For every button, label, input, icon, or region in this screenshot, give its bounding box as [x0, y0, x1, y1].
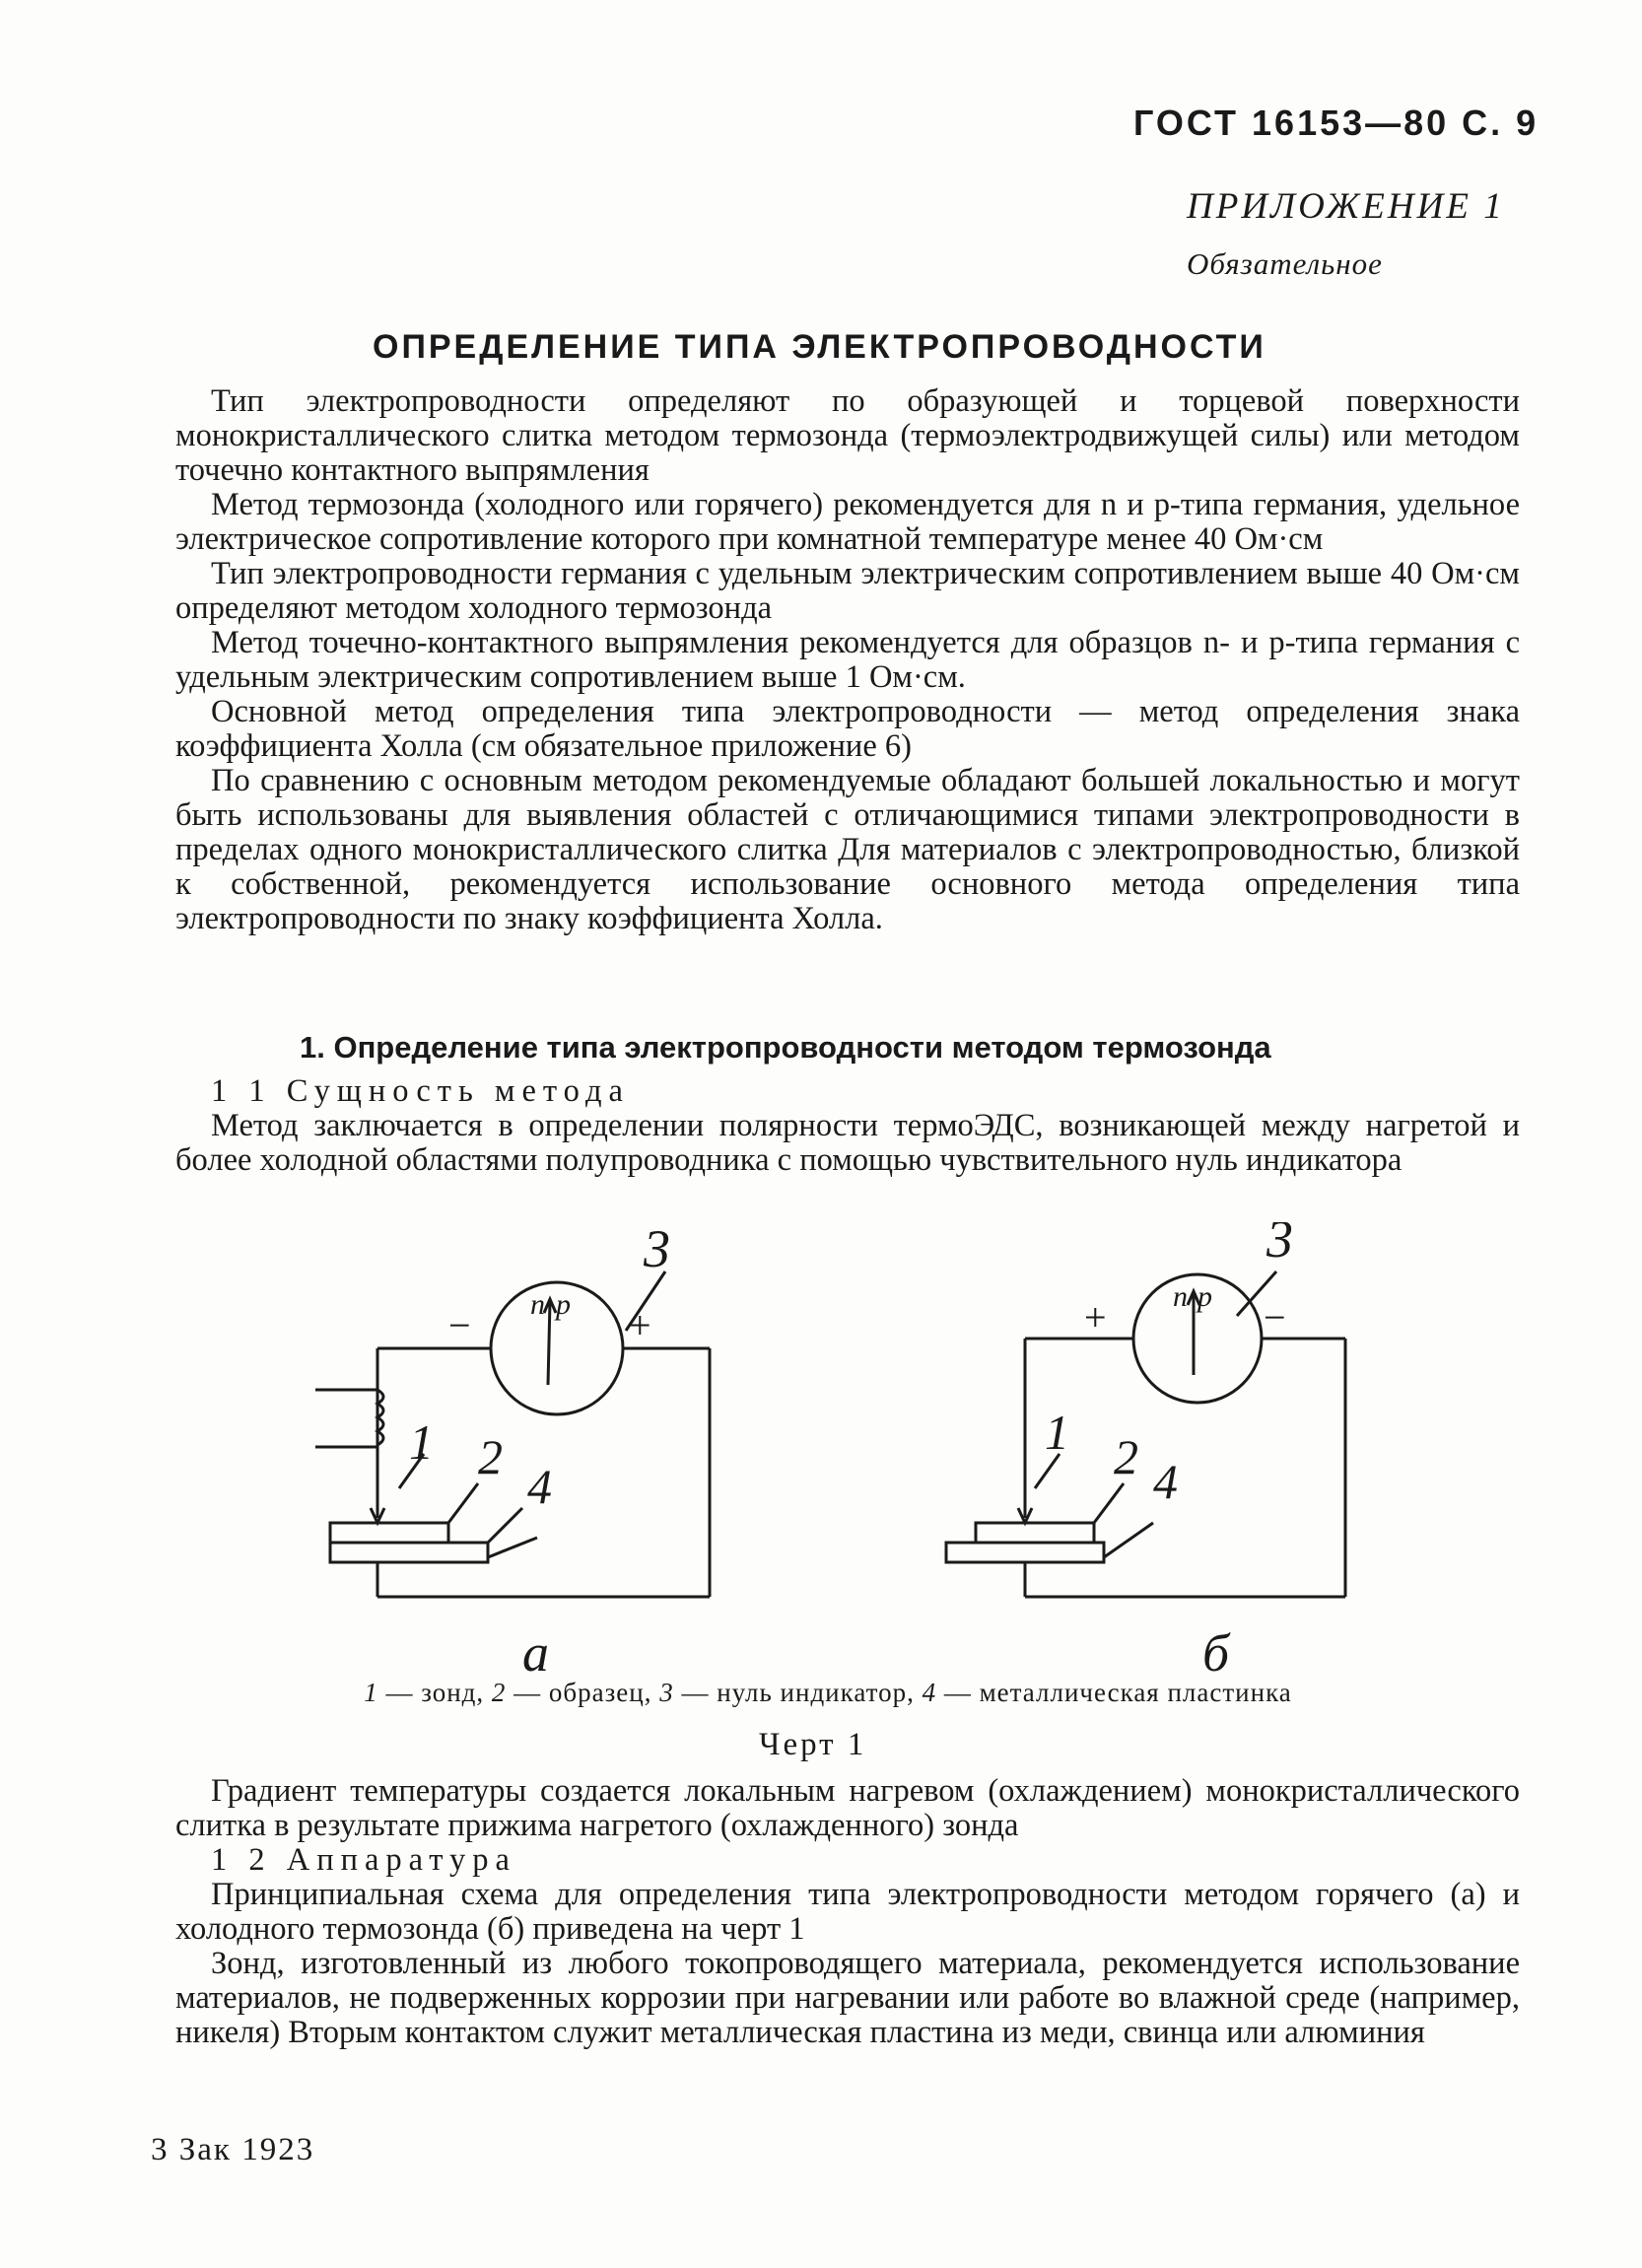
subsection-heading: 1 1 Сущность метода	[211, 1073, 630, 1109]
scheme-paragraph: Принципиальная схема для определения типа электропроводности методом горячего (а) и холодного термозонда (б) приведена на черт 1	[175, 1877, 1520, 1947]
circuit-b	[946, 1222, 1345, 1676]
after-figure-text	[175, 1774, 1520, 2050]
legend-text: — металлическая пластинка	[936, 1678, 1292, 1707]
terminal-a-plus: +	[629, 1303, 651, 1347]
probe-paragraph: Зонд, изготовленный из любого токопроводящего материала, рекомендуется использование материалов, не подверженных коррозии при нагревании или работе во влажной среде (например, никеля) Вторым контактом служит металлическая пластина из меди, свинца или алюминия	[175, 1946, 1520, 2050]
sample-a	[330, 1523, 448, 1543]
callout-b-1: 1	[1045, 1405, 1069, 1460]
subsection-heading: 1 2 Аппаратура	[211, 1842, 516, 1878]
page-footer: 3 Зак 1923	[151, 2132, 315, 2167]
legend-num: 4	[922, 1678, 937, 1707]
circuit-a	[315, 1222, 710, 1676]
meter-a-p: p	[556, 1288, 571, 1321]
intro-paragraph: Тип электропроводности определяют по образующей и торцевой поверхности монокристаллического слитка методом термозонда (термоэлектродвижущей силы) или методом точечно контактного выпрямления	[175, 383, 1520, 488]
callout-a-2: 2	[478, 1429, 503, 1484]
legend-text: — нуль индикатор,	[673, 1678, 923, 1707]
legend-text: — образец,	[506, 1678, 660, 1707]
intro-paragraph: По сравнению с основным методом рекомендуемые обладают большей локальностью и могут быть использованы для выявления областей с отличающимися типами электропроводности в пределах одного монокристаллического слитка Для материалов с электропроводностью, близкой к собственной, рекомендуется использование основного метода определения типа электропроводности по знаку коэффициента Холла.	[175, 763, 1520, 936]
sample-b	[976, 1523, 1094, 1543]
callout-b-3: 3	[1266, 1222, 1293, 1269]
figure-legend	[286, 1678, 1370, 1708]
metal-plate-b	[946, 1543, 1104, 1562]
intro-paragraph: Основной метод определения типа электропроводности — метод определения знака коэффициента Холла (см обязательное приложение 6)	[175, 694, 1520, 764]
meter-b-n: n	[1173, 1280, 1188, 1313]
label-a: а	[522, 1623, 549, 1676]
legend-num: 2	[491, 1678, 507, 1707]
callout-a-4: 4	[527, 1459, 552, 1514]
page-title: ОПРЕДЕЛЕНИЕ ТИПА ЭЛЕКТРОПРОВОДНОСТИ	[373, 328, 1266, 366]
callout-a-3: 3	[644, 1222, 670, 1278]
legend-num: 1	[364, 1678, 378, 1707]
terminal-b-minus: −	[1264, 1295, 1286, 1340]
callout-b-4: 4	[1153, 1454, 1178, 1509]
terminal-a-minus: −	[448, 1303, 471, 1347]
section1-text	[175, 1074, 1520, 1178]
figure-caption: Черт 1	[759, 1727, 867, 1762]
circuit-diagram	[286, 1222, 1370, 1676]
meter-a-n: n	[530, 1288, 545, 1321]
callout-b-2: 2	[1114, 1429, 1138, 1484]
metal-plate-a	[330, 1543, 488, 1562]
section-heading: 1. Определение типа электропроводности методом термозонда	[300, 1030, 1271, 1065]
terminal-b-plus: +	[1084, 1295, 1107, 1340]
intro-paragraph: Тип электропроводности германия с удельным электрическим сопротивлением выше 40 Ом·см определяют методом холодного термозонда	[175, 556, 1520, 626]
page-header: ГОСТ 16153—80 С. 9	[1133, 103, 1539, 143]
section1-paragraph: Метод заключается в определении полярности термоЭДС, возникающей между нагретой и более холодной областями полупроводника с помощью чувствительного нуль индикатора	[175, 1108, 1520, 1178]
intro-text	[175, 384, 1520, 936]
legend-text: — зонд,	[377, 1678, 492, 1707]
meter-b-p: p	[1197, 1280, 1212, 1313]
label-b: б	[1202, 1623, 1230, 1676]
intro-paragraph: Метод точечно-контактного выпрямления рекомендуется для образцов n- и p-типа германия с удельным электрическим сопротивлением выше 1 Ом·см.	[175, 625, 1520, 695]
callout-a-1: 1	[409, 1414, 434, 1470]
legend-num: 3	[659, 1678, 674, 1707]
appendix-label: ПРИЛОЖЕНИЕ 1	[1187, 186, 1505, 227]
appendix-status: Обязательное	[1187, 246, 1383, 281]
gradient-paragraph: Градиент температуры создается локальным нагревом (охлаждением) монокристаллического слитка в результате прижима нагретого (охлажденного) зонда	[175, 1773, 1520, 1843]
intro-paragraph: Метод термозонда (холодного или горячего) рекомендуется для n и p-типа германия, удельное электрическое сопротивление которого при комнатной температуре менее 40 Ом·см	[175, 487, 1520, 557]
